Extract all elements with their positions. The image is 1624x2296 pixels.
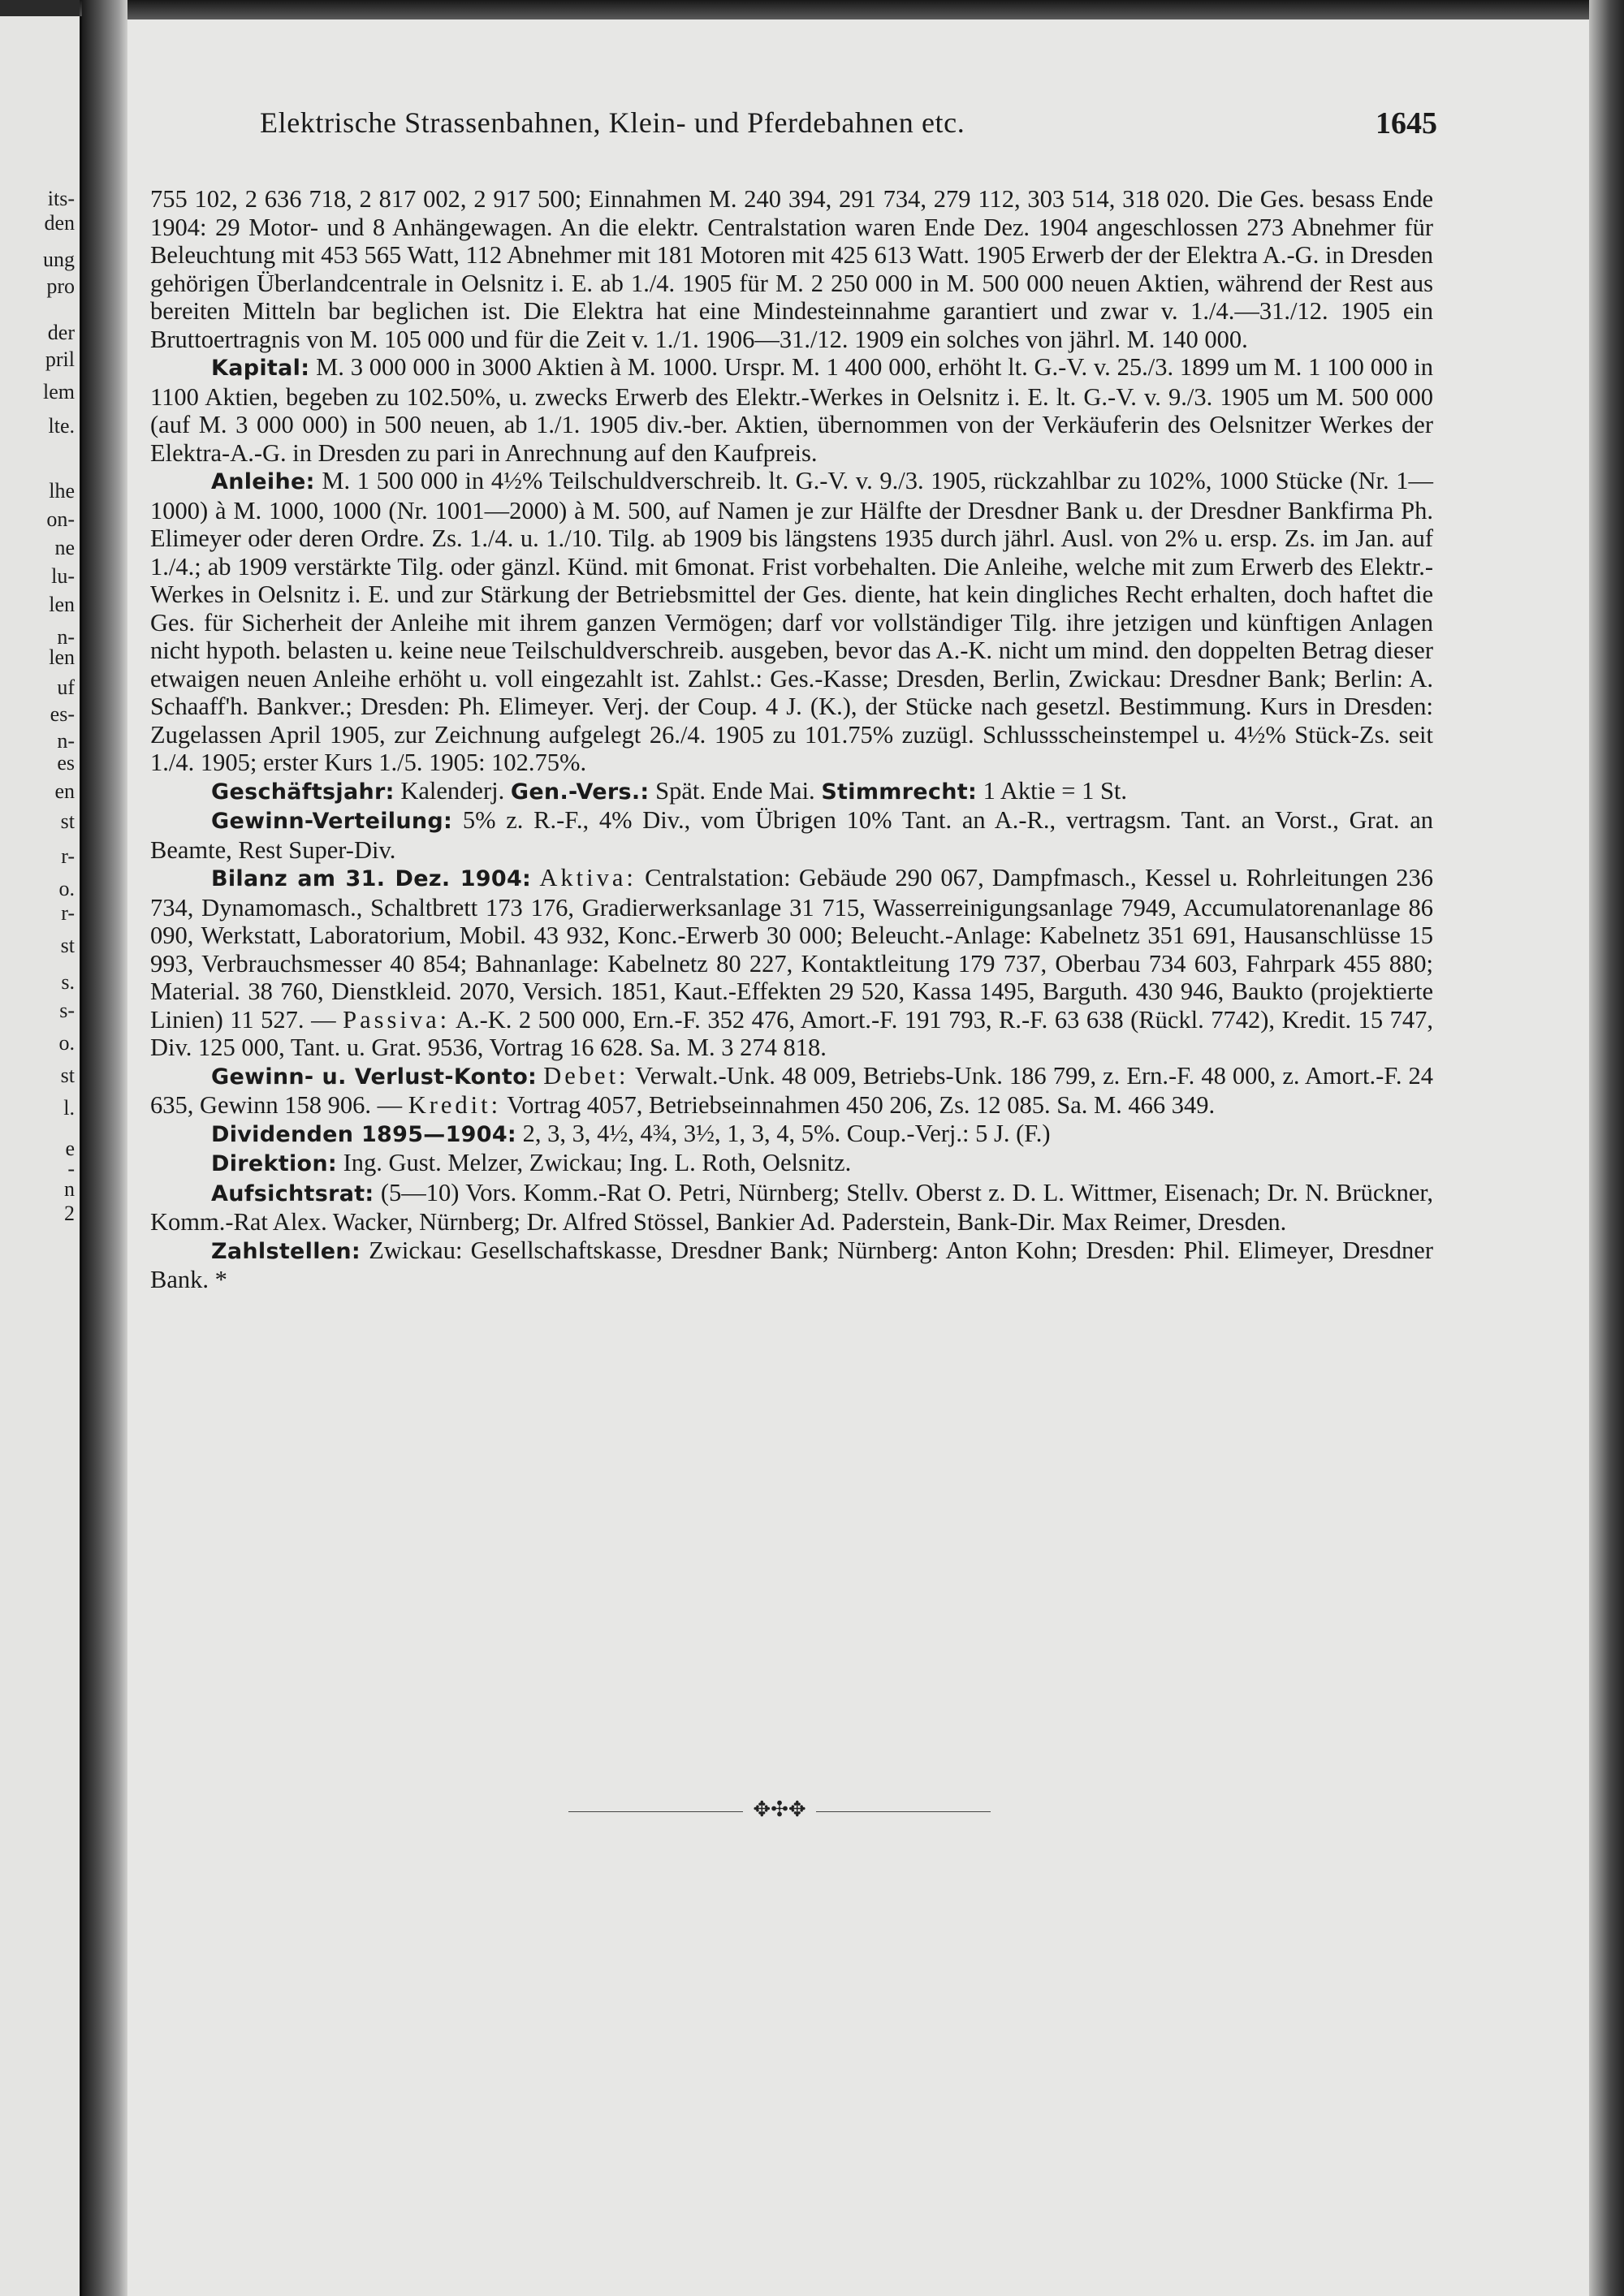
adjacent-page-fragment: len	[49, 645, 75, 669]
adjacent-page-fragment: lte.	[48, 414, 75, 438]
adjacent-page-fragment: lu-	[51, 564, 75, 588]
adjacent-page-edge	[0, 16, 82, 2296]
adjacent-page-fragment: lhe	[49, 479, 75, 503]
body-text	[150, 185, 1433, 1294]
adjacent-page-fragment: den	[44, 211, 75, 235]
paragraph-intro: 755 102, 2 636 718, 2 817 002, 2 917 500; Einnahmen M. 240 394, 291 734, 279 112, 303 514, 318 020. Die Ges. besass Ende 1904: 29 Motor- und 8 Anhängewagen. An die elektr. Centralstation waren Ende Dez. 1904 angeschlossen 273 Abnehmer für Beleuchtung mit 453 565 Watt, 112 Abnehmer mit 181 Motoren mit 425 613 Watt. 1905 Erwerb der der Elektra A.-G. in Dresden gehörigen Überlandcentrale in Oelsnitz i. E. ab 1./4. 1905 für M. 2 250 000 in M. 500 000 neuen Aktien, während der Rest aus bereiten Mitteln bar beglichen ist. Die Elektra hat eine Mindesteinnahme garantiert und zwar v. 1./4.—31./12. 1905 ein Bruttoertragnis von M. 105 000 und für die Zeit v. 1./1. 1906—31./12. 1909 ein solches von jährl. M. 140 000.	[150, 185, 1433, 353]
adjacent-page-fragment: s-	[59, 999, 75, 1022]
adjacent-page-fragment: n-	[57, 625, 75, 649]
adjacent-page-fragment: l.	[63, 1096, 75, 1120]
adjacent-page-fragment: en	[54, 779, 75, 803]
adjacent-page-fragment: r-	[61, 901, 75, 925]
paragraph-zahlstellen: Zahlstellen: Zwickau: Gesellschaftskasse, Dresdner Bank; Nürnberg: Anton Kohn; Dresden: Phil. Elimeyer, Dresdner Bank. *	[150, 1236, 1433, 1293]
adjacent-page-fragment: n	[64, 1177, 75, 1201]
adjacent-page-fragment: e	[65, 1137, 75, 1160]
adjacent-page-fragment: uf	[57, 675, 75, 699]
adjacent-page-fragment: es-	[50, 702, 75, 726]
adjacent-page-fragment: st	[60, 934, 75, 957]
section-label: Direktion:	[211, 1151, 337, 1176]
paragraph-gewinn-verlust: Gewinn- u. Verlust-Konto: Debet: Verwalt.-Unk. 48 009, Betriebs-Unk. 186 799, z. Ern.-F. 48 000, z. Amort.-F. 24 635, Gewinn 158 906. — Kredit: Vortrag 4057, Betriebseinnahmen 450 206, Zs. 12 085. Sa. M. 466 349.	[150, 1061, 1434, 1119]
section-label: Aufsichtsrat:	[211, 1180, 374, 1206]
paragraph-aufsichtsrat: Aufsichtsrat: (5—10) Vors. Komm.-Rat O. Petri, Nürnberg; Stellv. Oberst z. D. L. Wittmer, Eisenach; Dr. N. Brückner, Komm.-Rat Alex. Wacker, Nürnberg; Dr. Alfred Stössel, Bankier Ad. Paderstein, Bank-Dir. Max Reimer, Dresden.	[150, 1178, 1433, 1236]
adjacent-page-fragment: der	[47, 321, 75, 344]
adjacent-page-fragment: 2	[64, 1202, 75, 1225]
page-number: 1645	[1376, 106, 1437, 140]
fleuron-icon: ✥✣✥	[753, 1798, 806, 1822]
scan-right-border	[1589, 0, 1624, 2296]
section-label: Stimmrecht:	[821, 779, 978, 805]
section-label: Gewinn- u. Verlust-Konto:	[211, 1064, 538, 1090]
running-title: Elektrische Strassenbahnen, Klein- und Pferdebahnen etc.	[260, 106, 965, 139]
adjacent-page-fragment: on-	[46, 507, 75, 531]
adjacent-page-fragment: n-	[57, 729, 75, 753]
adjacent-page-fragment: st	[60, 809, 75, 833]
adjacent-page-fragment: ung	[43, 248, 75, 271]
divider-rule-right	[816, 1811, 991, 1812]
adjacent-page-fragment: pro	[46, 274, 75, 298]
paragraph-direktion: Direktion: Ing. Gust. Melzer, Zwickau; Ing. L. Roth, Oelsnitz.	[211, 1149, 852, 1176]
adjacent-page-fragment: r-	[61, 844, 75, 868]
paragraph-bilanz: Bilanz am 31. Dez. 1904: Aktiva: Centralstation: Gebäude 290 067, Dampfmasch., Kessel u. Rohrleitungen 236 734, Dynamomasch., Schaltbrett 173 176, Gradierwerksanlage 31 715, Wasserreinigungsanlage 7949, Accumulatorenanlage 86 090, Werkstatt, Laboratorium, Mobil. 43 932, Konc.-Erwerb 30 000; Beleucht.-Anlage: Kabelnetz 351 691, Hausanschlüsse 15 993, Verbrauchsmesser 40 854; Bahnanlage: Kabelnetz 80 227, Kontaktleitung 179 737, Oberbau 734 603, Fahrpark 455 880; Material. 38 760, Dienstkleid. 2070, Versich. 1851, Kaut.-Effekten 29 520, Kassa 1495, Barguth. 430 946, Baukto (projektierte Linien) 11 527. — Passiva: A.-K. 2 500 000, Ern.-F. 352 476, Amort.-F. 191 793, R.-F. 63 638 (Rückl. 7742), Kredit. 15 747, Div. 125 000, Tant. u. Grat. 9536, Vortrag 16 628. Sa. M. 3 274 818.	[150, 864, 1434, 1061]
paragraph-kapital: Kapital: M. 3 000 000 in 3000 Aktien à M. 1000. Urspr. M. 1 400 000, erhöht lt. G.-V. v. 25./3. 1899 um M. 1 100 000 in 1100 Aktien, begeben zu 102.50%, u. zwecks Erwerb des Elektr.-Werkes in Oelsnitz i. E. lt. G.-V. v. 9./3. 1905 um M. 500 000 (auf M. 3 000 000) in 500 neuen, ab 1./1. 1905 div.-ber. Aktien, übernommen von der Verkäuferin des Oelsnitzer Werkes der Elektra-A.-G. in Dresden zu pari in Anrechnung auf den Kaufpreis.	[150, 353, 1433, 467]
section-label: Anleihe:	[211, 469, 315, 494]
section-label: Bilanz am 31. Dez. 1904:	[211, 866, 532, 891]
section-label: Zahlstellen:	[211, 1238, 361, 1264]
section-label: Kapital:	[211, 356, 310, 381]
adjacent-page-fragment: es	[57, 751, 75, 775]
adjacent-page-fragment: pril	[45, 347, 75, 371]
adjacent-page-fragment: -	[67, 1157, 75, 1180]
adjacent-page-fragment: st	[60, 1064, 75, 1087]
section-divider-ornament	[568, 1798, 991, 1822]
paragraph-gewinn-verteilung: Gewinn-Verteilung: 5% z. R.-F., 4% Div., vom Übrigen 10% Tant. an A.-R., vertragsm. Tant. an Vorst., Grat. an Beamte, Rest Super-Div.	[150, 806, 1433, 864]
adjacent-page-fragment: its-	[47, 187, 75, 210]
adjacent-page-fragment: o.	[58, 877, 75, 900]
section-label: Geschäftsjahr:	[211, 779, 395, 805]
divider-rule-left	[568, 1811, 743, 1812]
adjacent-page-fragment: s.	[61, 970, 75, 994]
adjacent-page-fragment: len	[49, 593, 75, 616]
paragraph-dividenden: Dividenden 1895—1904: 2, 3, 3, 4½, 4¾, 3½, 1, 3, 4, 5%. Coup.-Verj.: 5 J. (F.)	[211, 1119, 1051, 1147]
paragraph-anleihe: Anleihe: M. 1 500 000 in 4½% Teilschuldverschreib. lt. G.-V. v. 9./3. 1905, rückzahlbar zu 102%, 1000 Stücke (Nr. 1—1000) à M. 1000, 1000 (Nr. 1001—2000) à M. 500, auf Namen je zur Hälfte der Dresdner Bank u. der Dresdner Bankfirma Ph. Elimeyer oder deren Ordre. Zs. 1./4. u. 1./10. Tilg. ab 1909 bis längstens 1935 durch jährl. Ausl. von 2% u. ersp. Zs. im Jan. auf 1./4.; ab 1909 verstärkte Tilg. oder gänzl. Künd. mit 6monat. Frist vorbehalten. Die Anleihe, welche mit zum Erwerb des Elektr.-Werkes in Oelsnitz i. E. und zur Stärkung der Betriebsmittel der Ges. diente, hat kein dingliches Recht erhalten, doch haftet die Ges. für Sicherheit der Anleihe mit ihrem ganzen Vermögen; darf vor vollständiger Tilg. ihre jetzigen und künftigen Anlagen nicht hypoth. belasten u. keine neue Teilschuldverschreib. ausgeben, bevor das A.-K. nicht um mind. den doppelten Betrag dieser etwaigen neuen Anleihe erhöht u. voll eingezahlt ist. Zahlst.: Ges.-Kasse; Dresden, Berlin, Zwickau: Dresdner Bank; Berlin: A. Schaaff'h. Bankver.; Dresden: Ph. Elimeyer. Verj. der Coup. 4 J. (K.), der Stücke nach gesetzl. Bestimmung. Kurs in Dresden: Zugelassen April 1905, zur Zeichnung aufgelegt 26./4. 1905 zu 101.75% zuzügl. Schlussscheinstempel u. 4½% Stück-Zs. seit 1./4. 1905; erster Kurs 1./5. 1905: 102.75%.	[150, 467, 1433, 776]
adjacent-page-fragment: lem	[43, 380, 75, 404]
section-label: Gen.-Vers.:	[510, 779, 650, 805]
section-label: Dividenden 1895—1904:	[211, 1121, 517, 1147]
paragraph-geschaeftsjahr: Geschäftsjahr: Kalenderj. Gen.-Vers.: Spät. Ende Mai. Stimmrecht: 1 Aktie = 1 St.	[211, 776, 1128, 805]
adjacent-page-fragment: ne	[54, 536, 75, 559]
book-gutter	[82, 0, 127, 2296]
section-label: Gewinn-Verteilung:	[211, 809, 453, 834]
adjacent-page-fragment: o.	[58, 1031, 75, 1055]
